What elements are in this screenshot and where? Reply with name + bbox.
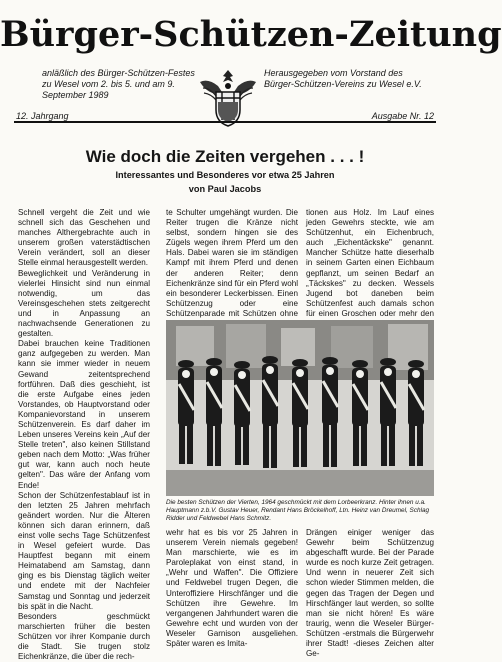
group-photo (166, 320, 434, 496)
paragraph: tionen aus Holz. Im Lauf eines jeden Gewehrs steckte, wie am Schützenhut, ein Eichenbruch, auch „Eichentäckske" genannt. Mancher Schütze hatte dieserhalb in seinem Garten einen Eichbaum gepflanzt, um seinen Bedarf an „Täckskes" zu decken. Wessels Jugend bot daneben beim Schützenfest auch damals schon für einen Groschen oder mehr den (306, 208, 434, 318)
masthead-title: Bürger-Schützen-Zeitung (0, 14, 502, 55)
paragraph: Besonders geschmückt marschierten früher die besten Schützen vor ihrer Kompanie durch die Stadt. Sie trugen stolz Eichenkränze, die über die rech- (18, 611, 150, 662)
paragraph: Schnell vergeht die Zeit und wie schnell sich das Geschehen und manches Althergebrachte auch in unserem großen vaterstädtischen Verein verändert, soll an dieser Stelle einmal herausgestellt werden. (18, 208, 150, 268)
paragraph: Beweglichkeit und Veränderung in vielerlei Hinsicht sind nun einmal notwendig, um das Vereinsgeschehen stets zeitgerecht und in Anpassung an nachwachsende Generationen zu gestalten. (18, 268, 150, 339)
paragraph: Schon der Schützenfestablauf ist in den letzten 25 Jahren mehrfach geändert worden. Nur die Älteren können sich daran erinnern, daß einst volle sechs Tage Schützenfest in Wesel gefeiert wurde. Das Hauptfest begann mit einem Heimatabend am Samstag, dann ging es bis Dienstag täglich weiter und endete mit der Nachfeier Samstag und Sonntag und jederzeit bis spät in die Nacht. (18, 490, 150, 611)
group-photo-icon (166, 320, 434, 496)
article-byline: von Paul Jacobs (188, 184, 262, 194)
article-column-1 (18, 208, 150, 662)
issue-volume: 12. Jahrgang (16, 111, 69, 121)
article-column-2-bottom (166, 528, 298, 649)
article-headline: Wie doch die Zeiten vergehen . . . ! (85, 147, 365, 166)
article-column-3-bottom (306, 528, 434, 659)
photo-caption: Die besten Schützen der Vierten, 1964 geschmückt mit dem Lorbeerkranz. Hinter ihnen u.a. Hauptmann z.b.V. Gustav Heuer, Rendant Hans Bröckelhoff, Ltn. Heinz van Dreumel, Schlag Ridder und Feldwebel Hans Schmitz. (166, 499, 430, 522)
header-left-text: anläßlich des Bürger-Schützen-Festes zu Wesel vom 2. bis 5. und am 9. September 1989 (42, 68, 195, 100)
article-column-3-top (306, 208, 434, 316)
paragraph: te Schulter umgehängt wurden. Die Reiter trugen die Kränze nicht selbst, sondern hingen sie des Zügels wegen ihrem Pferd um den Hals. Dabei waren sie im ständigen Kampf mit ihrem Pferd und denen der anderen Reiter; denn Eichenkränze sind für ein Pferd wohl ein besonderer Leckerbissen. Einen Schützenzug oder eine Schützenparade mit Schützen ohne (166, 208, 298, 318)
paragraph: Drängen einiger weniger das Gewehr beim Schützenzug abgeschafft wurde. Bei der Parade wurde es noch kurze Zeit getragen. Und wenn in neuerer Zeit sich schon wieder Stimmen melden, die gegen das Tragen der Degen und Hirschfänger laut werden, so sollte man sie nicht hören! Es wäre traurig, wenn die Weseler Bürger-Schützen -erstmals die Bürgerwehr ihrer Stadt! -dieses Zeichen alter Ge- (306, 528, 434, 659)
issue-number: Ausgabe Nr. 12 (371, 111, 434, 121)
header-rule (14, 121, 436, 123)
article-column-2-top (166, 208, 298, 316)
paragraph: wehr hat es bis vor 25 Jahren in unserem Verein niemals gegeben! Man marschierte, wie es im Paroleplakat von einst stand, in „Wehr und Waffen". Die Offiziere und Feldwebel trugen Degen, die Unteroffiziere Hirschfänger und die Schützen ihre Gewehre. Im vergangenen Jahrhundert waren die Gewehre echt und wurden von der Weseler Garnison ausgeliehen. Später waren es Imita- (166, 528, 298, 649)
article-subhead: Interessantes und Besonderes vor etwa 25 Jahren (115, 170, 335, 180)
header-right-text: Herausgegeben vom Vorstand des Bürger-Schützen-Vereins zu Wesel e.V. (264, 68, 422, 89)
paragraph: Dabei brauchen keine Traditionen ganz aufgegeben zu werden. Man kann sie immer wieder in neuem Gewand zeitentsprechend fortführen. Daß dies geschieht, ist die erste Aufgabe eines jeden Vorstandes, ob Hauptvorstand oder Kompanievorstand in unserem Schützenverein. Es darf daher im Leben unseres Vereins kein „Auf der Stelle treten", also keinen Stillstand geben nach dem Motto: „Was früher gut war, kann auch noch heute gelten". Das wäre der Anfang vom Ende! (18, 339, 150, 490)
